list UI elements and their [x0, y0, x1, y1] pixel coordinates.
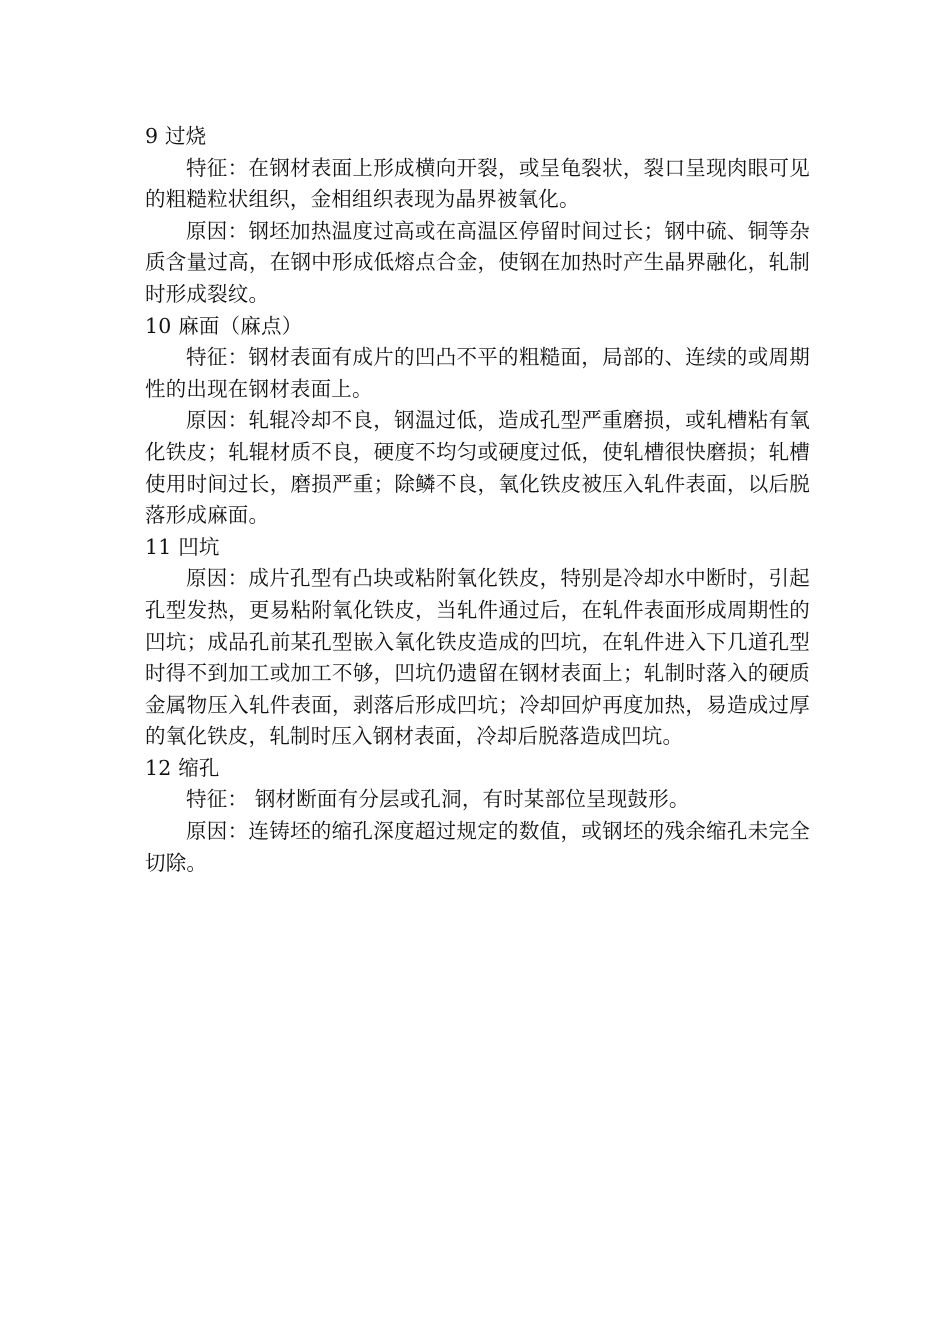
section-heading: 11 凹坑 [145, 534, 220, 559]
paragraph-cause: 原因：连铸坯的缩孔深度超过规定的数值，或钢坯的残余缩孔未完全切除。 [145, 819, 810, 875]
document-body [145, 121, 810, 879]
section-dent [145, 532, 810, 753]
paragraph-cause: 原因：成片孔型有凸块或粘附氧化铁皮，特别是冷却水中断时，引起孔型发热，更易粘附氧化铁皮，当轧件通过后，在轧件表面形成周期性的凹坑；成品孔前某孔型嵌入氧化铁皮造成的凹坑，在轧件进入下几道孔型时得不到加工或加工不够，凹坑仍遗留在钢材表面上；轧制时落入的硬质金属物压入轧件表面，剥落后形成凹坑；冷却回炉再度加热，易造成过厚的氧化铁皮，轧制时压入钢材表面，冷却后脱落造成凹坑。 [145, 566, 810, 749]
section-shrinkage-cavity [145, 753, 810, 879]
section-pitted-surface [145, 311, 810, 532]
section-heading: 12 缩孔 [145, 755, 220, 780]
paragraph-feature: 特征：在钢材表面上形成横向开裂，或呈龟裂状，裂口呈现肉眼可见的粗糙粒状组织，金相组织表现为晶界被氧化。 [145, 155, 810, 212]
paragraph-feature: 特征： 钢材断面有分层或孔洞，有时某部位呈现鼓形。 [186, 787, 690, 812]
paragraph-cause: 原因：钢坯加热温度过高或在高温区停留时间过长；钢中硫、铜等杂质含量过高，在钢中形成低熔点合金，使钢在加热时产生晶界融化，轧制时形成裂纹。 [145, 218, 810, 306]
section-heading: 9 过烧 [145, 124, 207, 148]
section-heading: 10 麻面（麻点） [145, 313, 303, 338]
paragraph-cause: 原因：轧辊冷却不良，钢温过低，造成孔型严重磨损，或轧槽粘有氧化铁皮；轧辊材质不良，硬度不均匀或硬度过低，使轧槽很快磨损；轧槽使用时间过长，磨损严重；除鳞不良，氧化铁皮被压入轧件表面，以后脱落形成麻面。 [145, 408, 810, 528]
section-overburning [145, 121, 810, 311]
paragraph-feature: 特征：钢材表面有成片的凹凸不平的粗糙面，局部的、连续的或周期性的出现在钢材表面上。 [145, 345, 810, 401]
